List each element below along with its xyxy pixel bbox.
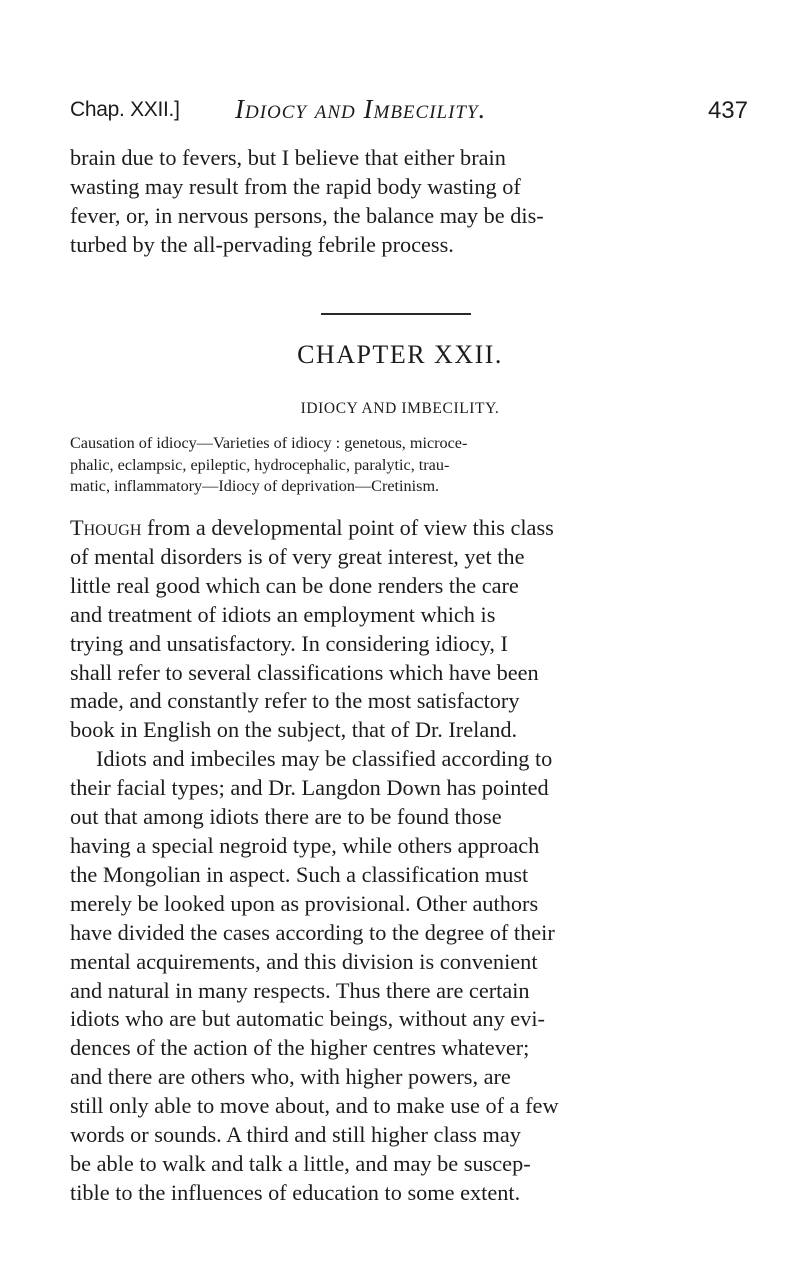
body-line: little real good which can be done renders the care <box>70 572 519 598</box>
intro-paragraph <box>70 144 734 260</box>
section-divider <box>321 313 471 315</box>
body-line: words or sounds. A third and still higher class may <box>70 1122 521 1148</box>
running-head-title: Idiocy and Imbecility. <box>235 94 487 124</box>
body-line: the Mongolian in aspect. Such a classification must <box>70 861 529 887</box>
opening-word: Though <box>70 515 142 540</box>
intro-line: brain due to fevers, but I believe that either brain <box>70 145 506 170</box>
body-line: dences of the action of the higher centres whatever; <box>70 1035 530 1061</box>
body-line: merely be looked upon as provisional. Other authors <box>70 890 539 916</box>
body-line-text: from a developmental point of view this class <box>141 515 554 540</box>
body-line: of mental disorders is of very great interest, yet the <box>70 543 525 569</box>
body-line: and treatment of idiots an employment which is <box>70 601 496 627</box>
synopsis-line: Causation of idiocy—Varieties of idiocy : genetous, microce- <box>70 434 468 452</box>
body-line: idiots who are but automatic beings, without any evi- <box>70 1006 545 1032</box>
body-line: trying and unsatisfactory. In considering idiocy, I <box>70 630 508 656</box>
chapter-subtitle: IDIOCY AND IMBECILITY. <box>300 400 500 417</box>
page-number: 437 <box>707 97 748 124</box>
body-line: still only able to move about, and to make use of a few <box>70 1093 559 1119</box>
body-line: have divided the cases according to the degree of their <box>70 919 555 945</box>
intro-line: fever, or, in nervous persons, the balance may be dis- <box>70 202 544 228</box>
body-line: shall refer to several classifications which have been <box>70 659 539 685</box>
running-head-chapter: Chap. XXII.] <box>70 98 180 121</box>
body-line: book in English on the subject, that of Dr. Ireland. <box>70 717 518 743</box>
body-line: their facial types; and Dr. Langdon Down has pointed <box>70 775 549 801</box>
body-line: made, and constantly refer to the most satisfactory <box>70 688 520 714</box>
chapter-title: CHAPTER XXII. <box>297 340 503 369</box>
body-line: mental acquirements, and this division is convenient <box>70 948 538 974</box>
body-line: be able to walk and talk a little, and may be suscep- <box>70 1150 531 1176</box>
synopsis-line: phalic, eclampsic, epileptic, hydrocephalic, paralytic, trau- <box>70 455 450 474</box>
body-paragraph <box>70 514 734 1208</box>
intro-line: turbed by the all-pervading febrile process. <box>70 231 454 257</box>
body-line: and natural in many respects. Thus there are certain <box>70 977 530 1003</box>
body-line: Idiots and imbeciles may be classified according to <box>96 746 553 772</box>
body-line: out that among idiots there are to be found those <box>70 804 502 830</box>
body-line: having a special negroid type, while others approach <box>70 832 540 858</box>
intro-line: wasting may result from the rapid body wasting of <box>70 173 521 199</box>
synopsis-line: matic, inflammatory—Idiocy of deprivation—Cretinism. <box>70 477 440 495</box>
chapter-synopsis <box>70 433 734 498</box>
body-line <box>70 514 734 543</box>
body-line: and there are others who, with higher powers, are <box>70 1064 511 1090</box>
running-head <box>70 94 750 134</box>
body-line: tible to the influences of education to some extent. <box>70 1179 521 1205</box>
